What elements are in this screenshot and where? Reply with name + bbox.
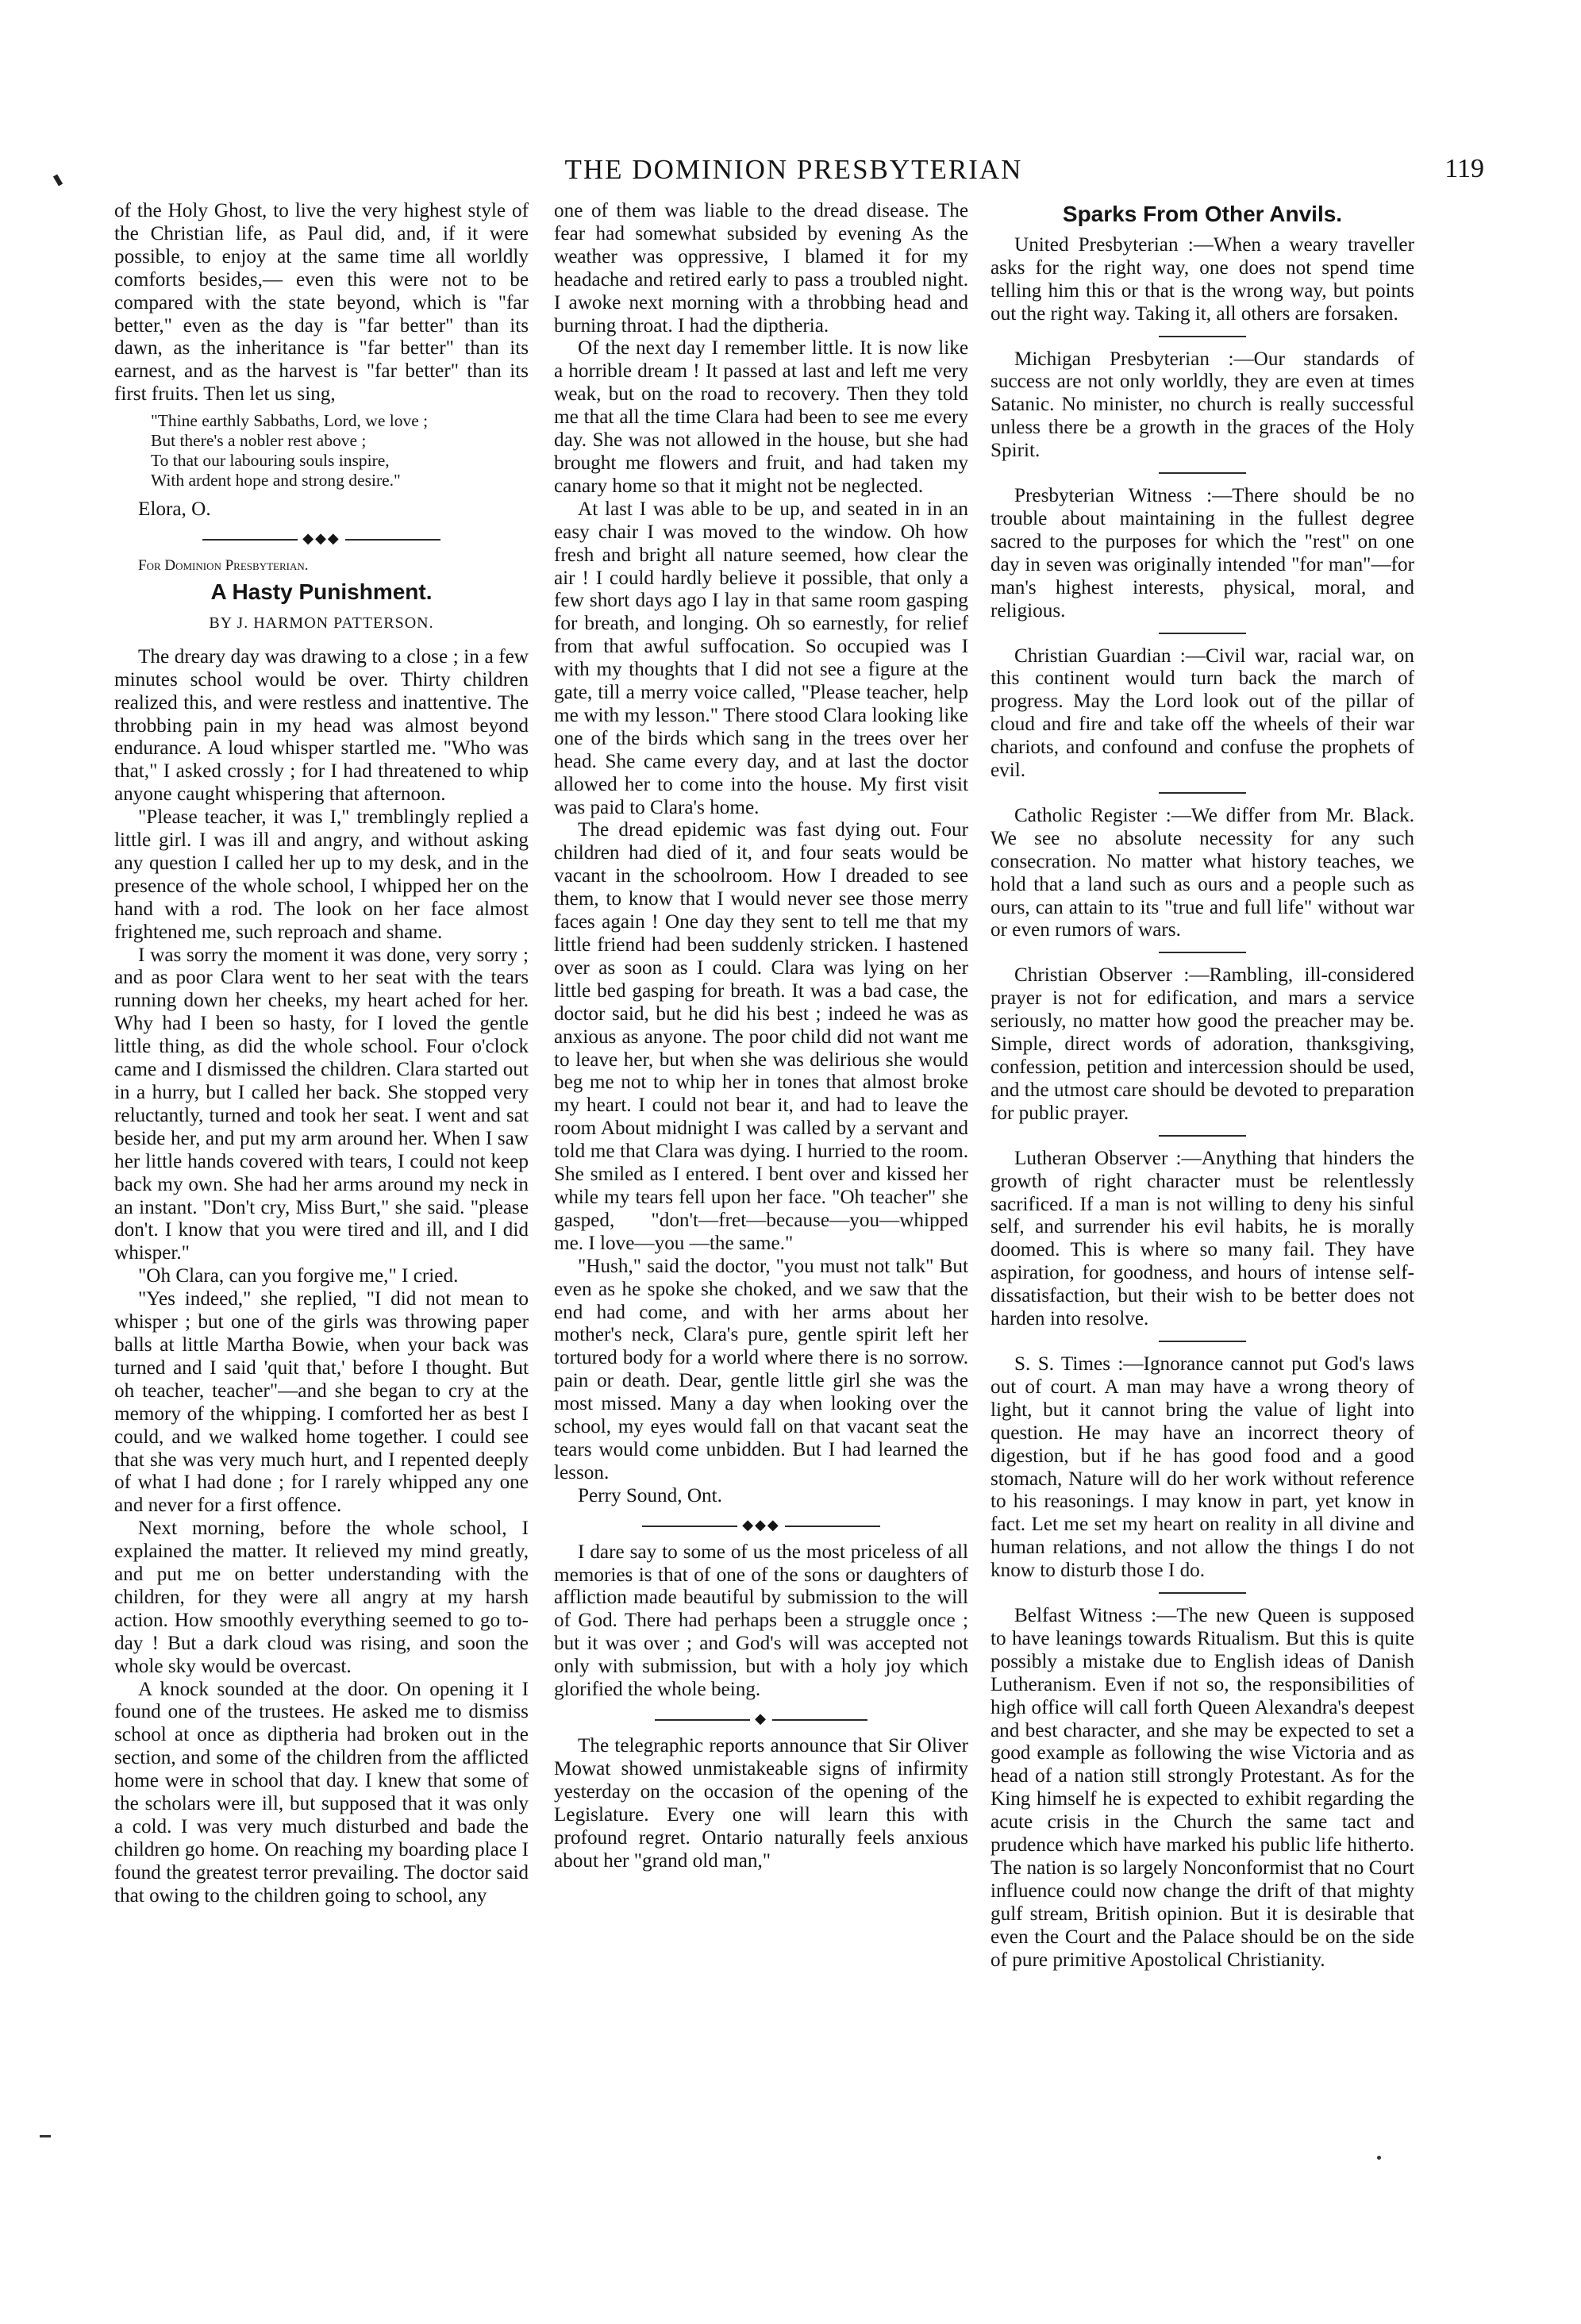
quote-entry: Catholic Register :—We differ from Mr. Black. We see no absolute necessity for any such consecration. No matter what history teaches, we hold that a land such as ours and a people such as ours, can attain to its "true and full life" without war or even rumors of wars. [991, 804, 1414, 941]
divider [1159, 1341, 1246, 1342]
quote-entry: Christian Guardian :—Civil war, racial war, on this continent would turn back the march of progress. May the Lord look out of the pillar of cloud and fire and take off the wheels of their war chariots, and confound and confuse the prophets of evil. [991, 644, 1414, 782]
sign-off: Perry Sound, Ont. [578, 1484, 722, 1506]
paragraph: At last I was able to be up, and seated in in an easy chair I was moved to the window. Oh how fresh and bright all nature seemed, how clear the air ! I could hardly believe it possible, that only a few short days ago I lay in that same room gasping for breath, and longing. Oh so earnestly, for relief from that awful suffocation. So occupied was I with my thoughts that I did not see a figure at the gate, till a merry voice called, "Please teacher, help me with my lesson." There stood Clara looking like one of the birds which sang in the trees over her head. She came every day, and at last the doctor allowed her to come into the house. My first visit was paid to Clara's home. [554, 498, 968, 818]
column-3 [991, 200, 1414, 1972]
quote-entry: United Presbyterian :—When a weary traveller asks for the right way, one does not spend time telling him this or that is the wrong way, but points out the right way. Taking it, all others are forsaken. [991, 233, 1414, 325]
column-2 [554, 200, 968, 1872]
column-1 [114, 200, 529, 1908]
paragraph: Of the next day I remember little. It is now like a horrible dream ! It passed at last and left me very weak, but on the road to recovery. Then they told me that all the time Clara had been to see me every day. She was not allowed in the house, but she had brought me flowers and fruit, and had taken my canary home so that it might not be neglected. [554, 337, 968, 497]
paragraph: one of them was liable to the dread disease. The fear had somewhat subsided by evening As the weather was oppressive, I blamed it for my headache and retired early to pass a troubled night. I awoke next morning with a throbbing head and burning throat. I had the diptheria. [554, 200, 968, 337]
story-byline: BY J. HARMON PATTERSON. [209, 614, 434, 632]
section-heading: Sparks From Other Anvils. [1062, 202, 1343, 226]
poem [151, 411, 529, 491]
paragraph: A knock sounded at the door. On opening it I found one of the trustees. He asked me to dismiss school at once as diptheria had broken out in the section, and some of the children from the afflicted home were in school that day. I knew that some of the scholars were ill, but supposed that it was only a cold. I was very much disturbed and bade the children go home. On reaching my boarding place I found the greatest terror prevailing. The doctor said that owing to the children going to school, any [114, 1678, 529, 1907]
divider [1159, 952, 1246, 953]
paragraph: I was sorry the moment it was done, very sorry ; and as poor Clara went to her seat with the tears running down her cheeks, my heart ached for her. Why had I been so hasty, for I loved the gentle little thing, as did the whole school. Four o'clock came and I dismissed the children. Clara started out in a hurry, but I called her back. She stopped very reluctantly, turned and took her seat. I went and sat beside her, and put my arm around her. When I saw her little hands covered with tears, I could not keep back my own. She had her arms around my neck in an instant. "Don't cry, Miss Burt," she said. "please don't. I know that you were tired and ill, and I did whisper." [114, 944, 529, 1264]
paragraph: The dread epidemic was fast dying out. Four children had died of it, and four seats would be vacant in the schoolroom. How I dreaded to see them, to know that I would never see those merry faces again ! One day they sent to tell me that my little friend had been suddenly stricken. I hastened over as soon as I could. Clara was lying on her little bed gasping for breath. It was a bad case, the doctor said, but he did his best ; indeed he was as anxious as anyone. The poor child did not want me to leave her, but when she was delirious she would beg me not to whip her in tones that almost broke my heart. I could not bear it, and had to leave the room About midnight I was called by a servant and told me that Clara was dying. I hurried to the room. She smiled as I entered. I bent over and kissed her while my tears fell upon her face. "Oh teacher" she gasped, "don't—fret—because—you—whipped me. I love—you —the same." [554, 819, 968, 1254]
paragraph: "Oh Clara, can you forgive me," I cried. [138, 1265, 459, 1287]
paragraph: The dreary day was drawing to a close ; in a few minutes school would be over. Thirty children realized this, and were restless and inattentive. The throbbing pain in my head was almost beyond endurance. A loud whisper startled me. "Who was that," I asked crossly ; for I had threatened to whip anyone caught whispering that afternoon. [114, 645, 529, 806]
divider [1159, 633, 1246, 634]
ornament-divider: ◆◆◆ [114, 531, 529, 545]
divider [1159, 792, 1246, 794]
quote-entry: S. S. Times :—Ignorance cannot put God's laws out of court. A man may have a wrong theory of light, but it cannot bring the value of light into question. He may have an incorrect theory of digestion, but if he has good food and a good stomach, Nature will do her work without reference to his reasonings. I may know in part, yet know in fact. Let me set my heart on reality in all divine and human relations, and not allow the things I do not know to disturb those I do. [991, 1352, 1414, 1582]
paragraph: The telegraphic reports announce that Sir Oliver Mowat showed unmistakeable signs of infirmity yesterday on the occasion of the opening of the Legislature. Every one will learn this with profound regret. Ontario naturally feels anxious about her "grand old man," [554, 1735, 968, 1872]
masthead [95, 151, 1492, 198]
poem-line: But there's a nobler rest above ; [151, 431, 367, 451]
continued-paragraph: of the Holy Ghost, to live the very highest style of the Christian life, as Paul did, and, if it were possible, to enjoy at the same time all worldly comforts besides,— even this were not to be compared with the state beyond, which is "far better," even as the day is "far better" than its dawn, as the inheritance is "far better" than its earnest, and as the harvest is "far better" than its first fruits. Then let us sing, [114, 200, 529, 406]
paragraph: "Please teacher, it was I," tremblingly replied a little girl. I was ill and angry, and without asking any question I called her up to my desk, and in the presence of the whole school, I whipped her on the hand with a rod. The look on her face almost frightened me, such reproach and shame. [114, 806, 529, 943]
paragraph: "Hush," said the doctor, "you must not talk" But even as he spoke she choked, and we saw that the end had come, and with her arms about her mother's neck, Clara's pure, gentle spirit left her tortured body for a world where there is no sorrow. pain or death. Dear, gentle little girl she was the most missed. Many a day when looking over the school, my eyes would fall on that vacant seat the tears would come unbidden. But I had learned the lesson. [554, 1255, 968, 1483]
page-number: 119 [1444, 154, 1484, 183]
print-speck [53, 174, 63, 186]
story-headline: A Hasty Punishment. [210, 579, 433, 604]
credit-line: For Dominion Presbyterian. [138, 557, 309, 575]
divider [1159, 1135, 1246, 1137]
poem-line: "Thine earthly Sabbaths, Lord, we love ; [151, 411, 429, 431]
quote-entry: Lutheran Observer :—Anything that hinders the growth of right character must be relentlessly sacrificed. If a man is not willing to deny his sinful self, and surrender his evil habits, he is morally doomed. This is where so many fail. They have aspiration, for goodness, and hours of intense self-dissatisfaction, but their wish to be better does not harden into resolve. [991, 1147, 1414, 1330]
paragraph: Next morning, before the whole school, I explained the matter. It relieved my mind greatly, and put me on better understanding with the children, for they were all angry at my harsh action. How smoothly everything seemed to go to-day ! But a dark cloud was rising, and soon the whole sky would be overcast. [114, 1518, 529, 1677]
paragraph: I dare say to some of us the most priceless of all memories is that of one of the sons or daughters of affliction made beautiful by submission to the will of God. There had perhaps been a struggle once ; but it was over ; and God's will was accepted not only with submission, but with a holy joy which glorified the whole being. [554, 1541, 968, 1701]
divider [1159, 336, 1246, 337]
divider [1159, 472, 1246, 474]
quote-entry: Presbyterian Witness :—There should be no trouble about maintaining in the fullest degree sacred to the purposes for which the "rest" on one day in seven was originally intended "for man"—for man's highest interests, physical, moral, and religious. [991, 485, 1414, 621]
ornament-divider: ◆◆◆ [554, 1518, 968, 1532]
sign-off: Elora, O. [138, 498, 211, 521]
quote-entry: Michigan Presbyterian :—Our standards of success are not only worldly, they are even at times Satanic. No minister, no church is really successful unless there be a growth in the graces of the Holy Spirit. [991, 348, 1414, 462]
paragraph: "Yes indeed," she replied, "I did not mean to whisper ; but one of the girls was throwing paper balls at little Martha Bowie, when your back was turned and I said 'quit that,' before I thought. But oh teacher, teacher"—and she began to cry at the memory of the whipping. I comforted her as best I could, and we walked home together. I could see that she was very much hurt, and I repented deeply of what I had done ; for I rarely whipped any one and never for a first offence. [114, 1288, 529, 1517]
publication-title: THE DOMINION PRESBYTERIAN [564, 154, 1023, 185]
print-speck [40, 2135, 51, 2137]
divider [1159, 1592, 1246, 1594]
ornament-divider: ◆ [554, 1711, 968, 1726]
poem-line: To that our labouring souls inspire, [151, 451, 390, 471]
quote-entry: Belfast Witness :—The new Queen is supposed to have leanings towards Ritualism. But this is quite possibly a mistake due to English ideas of Danish Lutheranism. Even if not so, the responsibilities of high office will call forth Queen Alexandra's deepest and best character, and she may be expected to set a good example as following the wise Victoria and as head of a nation still strongly Protestant. As for the King himself he is expected to exhibit regarding the acute crisis in the Church the same tact and prudence which have marked his public life hitherto. The nation is so largely Nonconformist that no Court influence could now change the drift of that mighty gulf stream, British opinion. But it is desirable that even the Court and the Palace should be on the side of pure primitive Apostolical Christianity. [991, 1605, 1414, 1971]
poem-line: With ardent hope and strong desire." [151, 471, 401, 491]
newspaper-page [95, 151, 1492, 2183]
quote-entry: Christian Observer :—Rambling, ill-considered prayer is not for edification, and mars a service seriously, no matter how good the preacher may be. Simple, direct words of adoration, thanksgiving, confession, petition and intercession should be used, and the utmost care should be devoted to preparation for public prayer. [991, 964, 1414, 1124]
